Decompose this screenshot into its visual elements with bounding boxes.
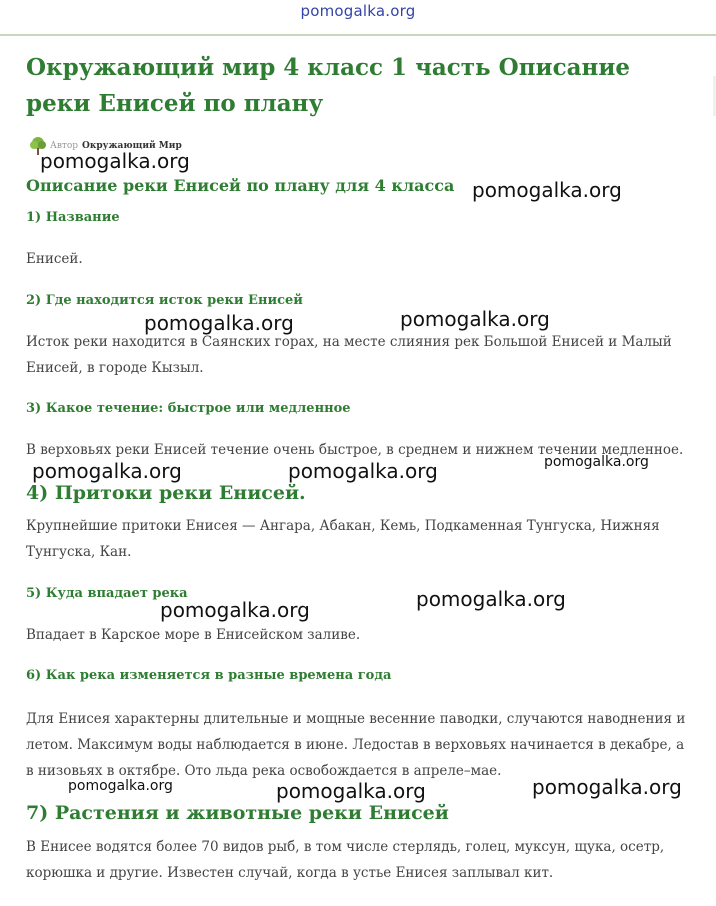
watermark: pomogalka.org <box>544 454 649 470</box>
watermark: pomogalka.org <box>144 311 294 335</box>
section-heading-4: 4) Притоки реки Енисей. <box>26 482 306 504</box>
section-heading-3: 3) Какое течение: быстрое или медленное <box>26 401 351 416</box>
watermark: pomogalka.org <box>400 307 550 331</box>
section-heading-7: 7) Растения и животные реки Енисей <box>26 802 449 824</box>
author-prefix: Автор <box>50 141 79 151</box>
section-text-5: Впадает в Карское море в Енисейском заливе. <box>26 627 361 643</box>
author-name[interactable]: Окружающий Мир <box>82 141 182 151</box>
site-header <box>0 0 716 36</box>
section-heading-5: 5) Куда впадает река <box>26 586 188 601</box>
section-heading-1: 1) Название <box>26 210 120 225</box>
section-text-4: Крупнейшие притоки Енисея — Ангара, Абакан, Кемь, Подкаменная Тунгуска, Нижняя Тунгуска, Кан. <box>26 518 660 560</box>
watermark: pomogalka.org <box>472 178 622 202</box>
watermark: pomogalka.org <box>68 778 173 794</box>
watermark: pomogalka.org <box>160 598 310 622</box>
section-text-3: В верховьях реки Енисей течение очень быстрое, в среднем и нижнем течении медленное. <box>26 442 684 458</box>
watermark: pomogalka.org <box>532 775 682 799</box>
watermark: pomogalka.org <box>40 149 190 173</box>
section-text-6: Для Енисея характерны длительные и мощные весенние паводки, случаются наводнения и летом. Максимум воды наблюдается в июне. Ледостав в верховьях начинается в декабре, а в низовьях в октябре. Ото льда река освобождается в апреле–мае. <box>26 711 686 779</box>
section-text-2: Исток реки находится в Саянских горах, на месте слияния рек Большой Енисей и Малый Енисей, в городе Кызыл. <box>26 334 672 376</box>
watermark: pomogalka.org <box>276 779 426 803</box>
article-subtitle: Описание реки Енисей по плану для 4 класса <box>26 176 455 195</box>
page-title: Окружающий мир 4 класс 1 часть Описание реки Енисей по плану <box>26 54 631 117</box>
section-heading-6: 6) Как река изменяется в разные времена года <box>26 668 392 683</box>
section-heading-2: 2) Где находится исток реки Енисей <box>26 293 303 308</box>
section-text-7: В Енисее водятся более 70 видов рыб, в том числе стерлядь, голец, муксун, щука, осетр, корюшка и другие. Известен случай, когда в устье Енисея заплывал кит. <box>26 839 665 881</box>
section-text-1: Енисей. <box>26 251 83 267</box>
watermark: pomogalka.org <box>416 587 566 611</box>
watermark: pomogalka.org <box>32 459 182 483</box>
watermark: pomogalka.org <box>288 459 438 483</box>
site-logo[interactable]: pomogalka.org <box>300 2 416 20</box>
